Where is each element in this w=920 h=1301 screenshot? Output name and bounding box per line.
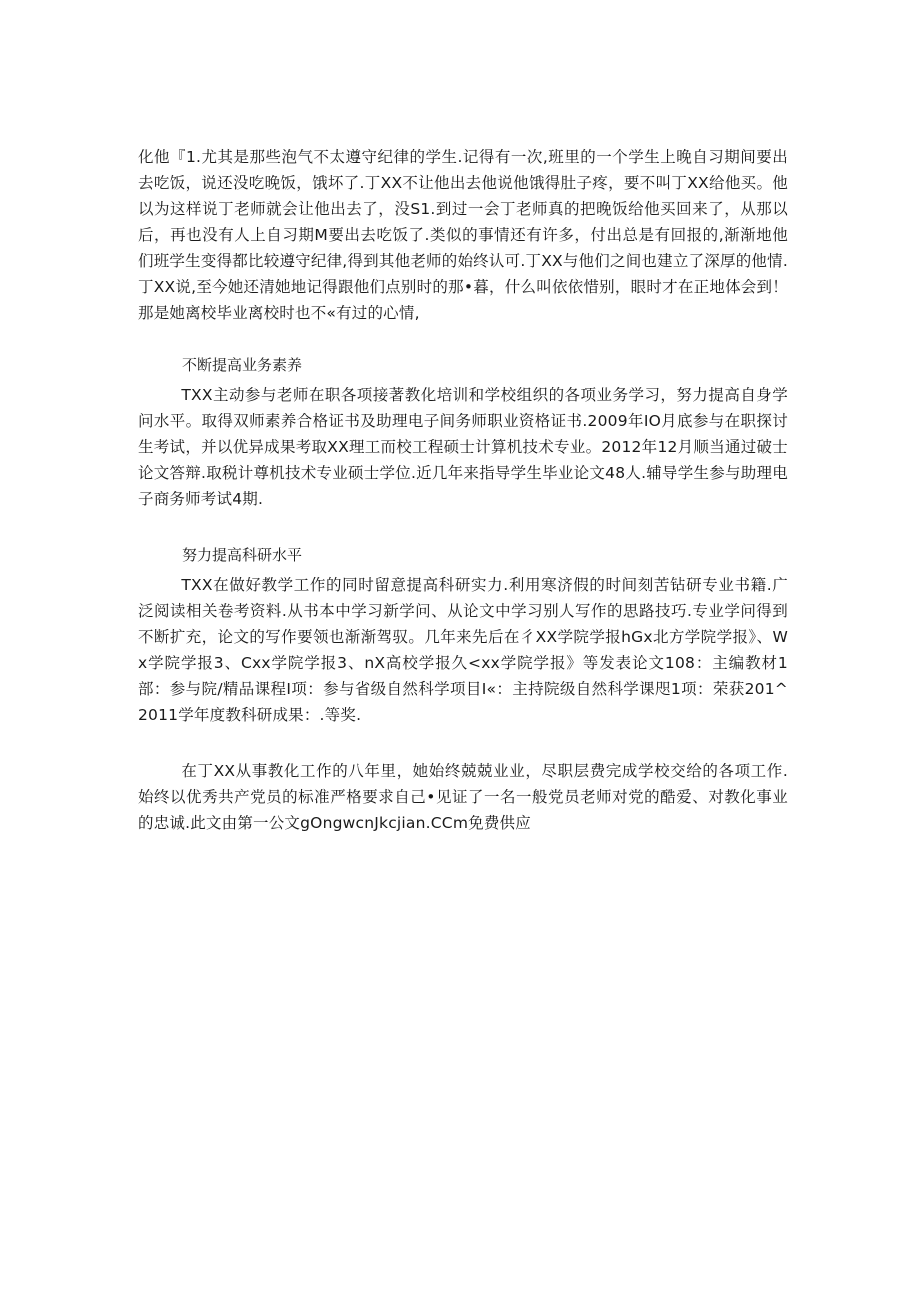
paragraph-professional: TXX主动参与老师在职各项接著教化培训和学校组织的各项业务学习，努力提高自身学问水平。取得双师素养合格证书及助理电子间务师职业资格证书.2009年IO月底参与在职探讨生考试，并以优异成果考取XX理工而校工程硕士计算机技术专业。2012年12月顺当通过破士论文答辩.取税计尊机技术专业硕士学位.近几年来指导学生毕业论文48人.辅导学生参与助理电子商务师考试4期. — [138, 386, 788, 508]
spacer — [138, 326, 788, 352]
section-heading-professional: 不断提高业务素养 — [182, 356, 303, 374]
spacer — [138, 512, 788, 542]
paragraph-summary: 在丁XX从事教化工作的八年里，她始终兢兢业业，尽职层费完成学校交给的各项工作.始终以优秀共产党员的标准严格要求自己•见证了一名一般党员老师对党的酷爱、对教化事业的忠诚.此文由第一公文gOngwcnJkcjian.CCm免费供应 — [138, 762, 788, 832]
spacer — [138, 728, 788, 758]
paragraph-discipline-story: 化他『1.尤其是那些泡气不太遵守纪律的学生.记得有一次,班里的一个学生上晚自习期间要出去吃饭，说还没吃晚饭，饿坏了.丁XX不让他出去他说他饿得肚子疼，要不叫丁XX给他买。他以为这样说丁老师就会让他出去了，没S1.到过一会丁老师真的把晚饭给他买回来了，从那以后，再也没有人上自习期M要出去吃饭了.类似的事情还有许多，付出总是有回报的,渐渐地他们班学生变得都比较遵守纪律,得到其他老师的始终认可.丁XX与他们之间也建立了深厚的他情.丁XX说,至今她还清她地记得跟他们点别时的那•暮，什么叫依依惜别，眼时才在正地体会到！那是她离校毕业离校时也不«有过的心情, — [138, 148, 788, 322]
section-heading-research: 努力提高科研水平 — [182, 546, 303, 564]
document-body — [138, 144, 788, 836]
paragraph-research: TXX在做好教学工作的同时留意提高科研实力.利用寒济假的时间刻苦钻研专业书籍.广泛阅读相关卷考资料.从书本中学习新学问、从论文中学习别人写作的思路技巧.专业学问得到不断扩充，论文的写作要领也渐渐驾驭。几年来先后在彳XX学院学报hGx北方学院学报》、Wx学院学报3、Cxx学院学报3、nX高校学报久<xx学院学报》等发表论文108：主编教材1部：参与院/精品课程I项：参与省级自然科学项目I«：主持院级自然科学课咫1项：荣获201^2011学年度教科研成果：.等奖. — [138, 576, 788, 724]
